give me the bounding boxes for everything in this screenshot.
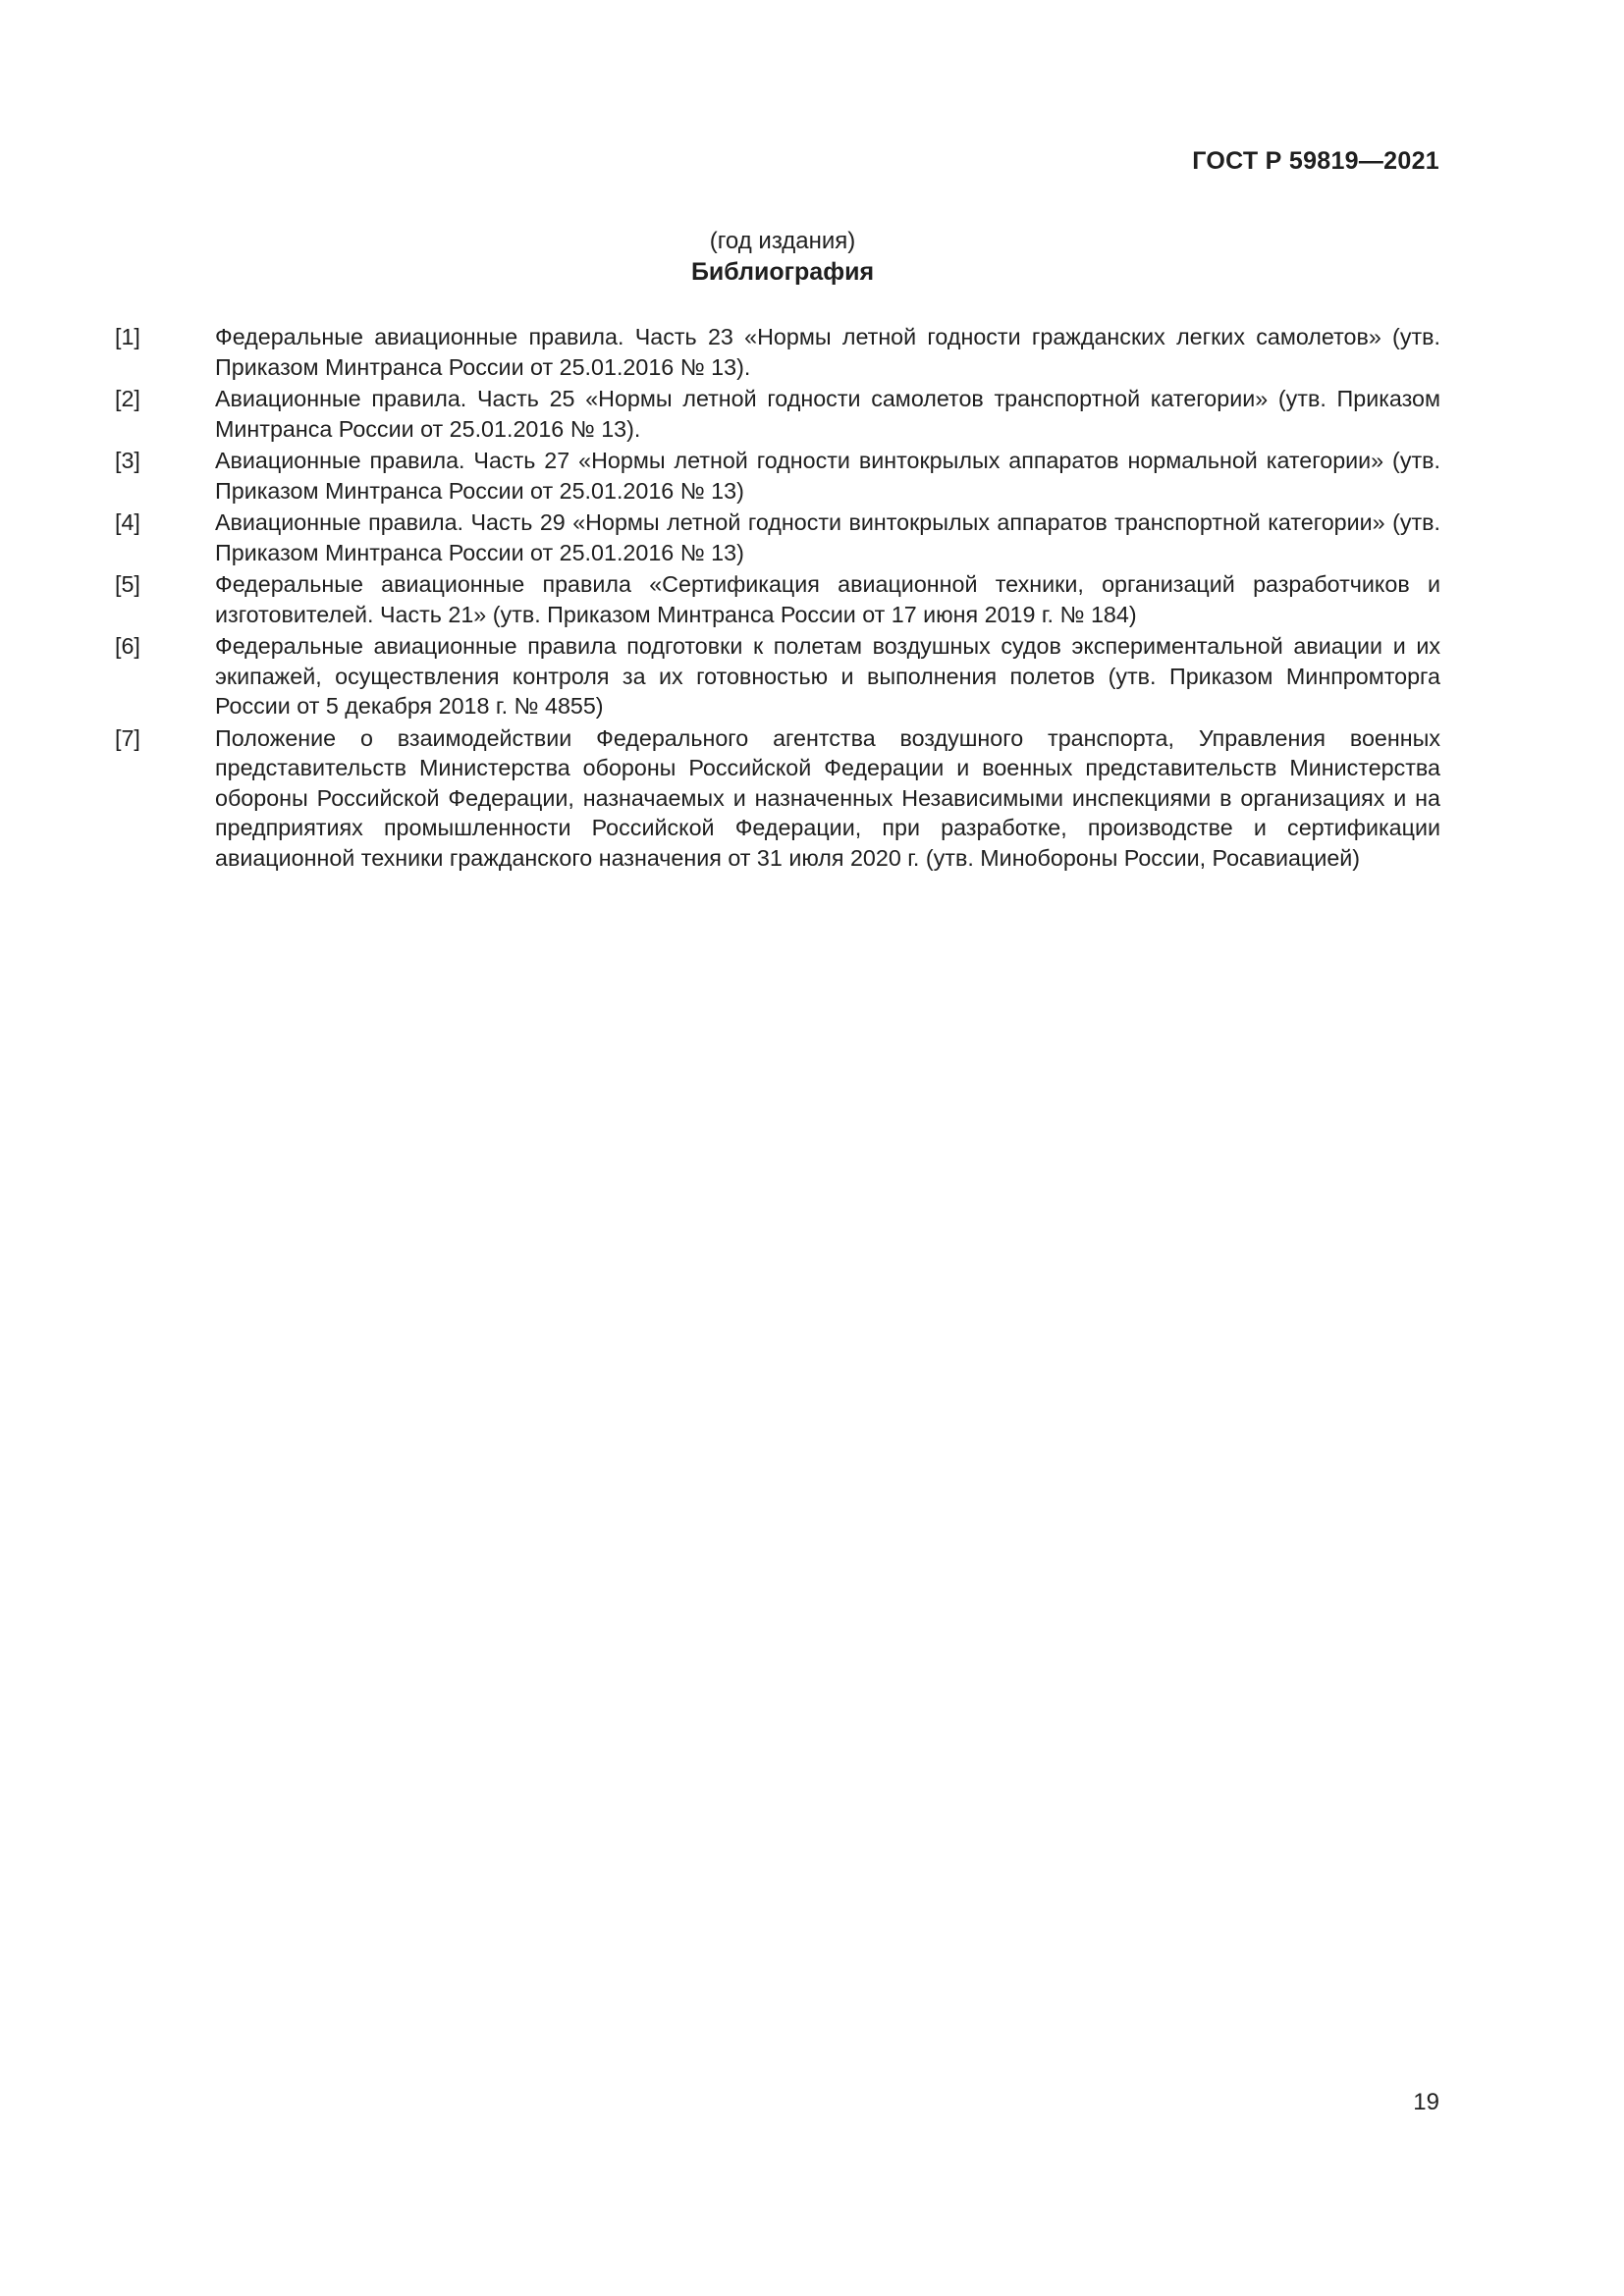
bibliography-title: Библиография [690, 258, 875, 286]
reference-number: [3] [115, 448, 140, 473]
reference-number: [4] [115, 509, 140, 535]
reference-text: Федеральные авиационные правила. Часть 23 «Нормы летной годности гражданских легких самолетов» (утв. Приказом Минтранса России от 25.01.2016 № 13). [215, 324, 1440, 380]
reference-text: Федеральные авиационные правила «Сертификация авиационной техники, организаций разработчиков и изготовителей. Часть 21» (утв. Приказом Минтранса России от 17 июня 2019 г. № 184) [215, 571, 1440, 627]
reference-number: [7] [115, 724, 140, 751]
reference-number: [5] [115, 571, 140, 597]
page-number: 19 [1413, 2089, 1439, 2115]
reference-list [115, 322, 1440, 875]
reference-item [115, 446, 1440, 506]
reference-text: Авиационные правила. Часть 29 «Нормы летной годности винтокрылых аппаратов транспортной категории» (утв. Приказом Минтранса России от 25.01.2016 № 13) [215, 509, 1440, 565]
reference-text: Авиационные правила. Часть 25 «Нормы летной годности самолетов транспортной категории» (утв. Приказом Минтранса России от 25.01.2016 № 13). [215, 386, 1440, 442]
reference-number: [6] [115, 633, 140, 659]
publication-year-note: (год издания) [709, 228, 856, 254]
reference-number: [1] [115, 324, 140, 349]
reference-item [115, 569, 1440, 629]
reference-text: Положение о взаимодействии Федерального агентства воздушного транспорта, Управления военных представительств Министерства обороны Российской Федерации и военных представительств Министерства обороны Российской Федерации, назначаемых и назначенных Независимыми инспекциями в организациях и на предприятиях промышленности Российской Федерации, при разработке, производстве и сертификации авиационной техники гражданского назначения от 31 июля 2020 г. (утв. Минобороны России, Росавиацией) [215, 724, 1440, 871]
reference-text: Авиационные правила. Часть 27 «Нормы летной годности винтокрылых аппаратов нормальной категории» (утв. Приказом Минтранса России от 25.01.2016 № 13) [215, 448, 1440, 504]
reference-item [115, 631, 1440, 721]
reference-item [115, 723, 1440, 874]
reference-item [115, 384, 1440, 444]
document-code: ГОСТ Р 59819—2021 [1192, 147, 1439, 175]
reference-text: Федеральные авиационные правила подготовки к полетам воздушных судов экспериментальной авиации и их экипажей, осуществления контроля за их готовностью и выполнения полетов (утв. Приказом Минпромторга России от 5 декабря 2018 г. № 4855) [215, 633, 1440, 719]
reference-item [115, 507, 1440, 567]
reference-item [115, 322, 1440, 382]
reference-number: [2] [115, 386, 140, 411]
